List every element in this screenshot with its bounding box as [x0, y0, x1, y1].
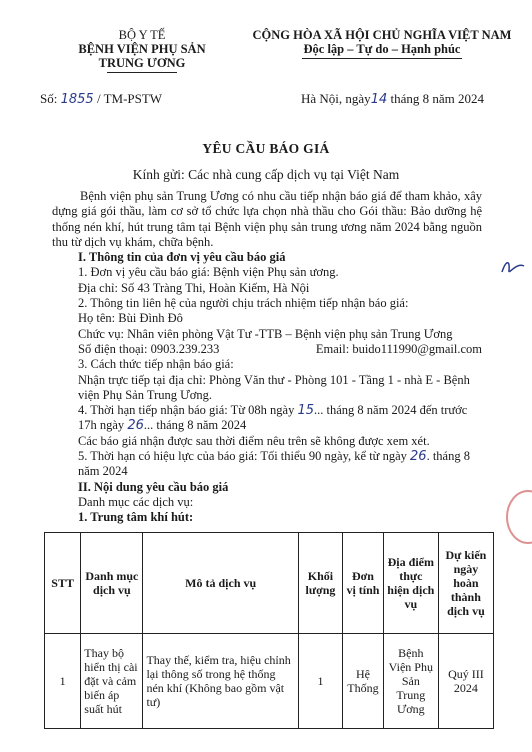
issue-date [301, 91, 484, 107]
submission-method-detail: Nhận trực tiếp tại địa chỉ: Phòng Văn thư - Phòng 101 - Tầng 1 - nhà E - Bệnh viện Phụ Sản Trung Ương. [78, 372, 470, 402]
col-header-completion: Dự kiến ngày hoàn thành dịch vụ [438, 533, 493, 634]
col-header-quantity: Khối lượng [298, 533, 342, 634]
service-table [44, 532, 494, 729]
cell-location: Bệnh Viện Phụ Sản Trung Ương [383, 634, 438, 729]
validity-handwritten-day: 26 [410, 449, 427, 465]
service-group-heading: 1. Trung tâm khí hút: [78, 510, 194, 525]
validity-text-b: tháng 8 năm 2024 [78, 449, 470, 479]
contact-email: Email: buido111990@gmail.com [315, 341, 482, 356]
col-header-location: Địa điểm thực hiện dịch vụ [383, 533, 438, 634]
cell-stt: 1 [45, 634, 81, 729]
col-header-description: Mô tả dịch vụ [143, 533, 298, 634]
national-motto: Độc lập – Tự do – Hạnh phúc [303, 42, 461, 56]
contact-phone-email-row [52, 342, 482, 357]
late-submission-note: Các báo giá nhận được sau thời điểm nêu trên sẽ không được xem xét. [78, 433, 430, 448]
intro-paragraph: Bệnh viện phụ sản Trung Ương có nhu cầu tiếp nhận báo giá để tham khảo, xây dựng giá gói thầu, làm cơ sở tổ chức lựa chọn nhà thầu cho Gói thầu: Bảo dưỡng hệ thống nén khí, hút trung tâm tại Bệnh viện phụ sản trung ương năm 2024 bằng nguồn thu từ dịch vụ khám, chữa bệnh. [52, 189, 482, 249]
hospital-name-line2: TRUNG ƯƠNG [98, 56, 186, 70]
col-header-stt: STT [45, 533, 81, 634]
table-header-row [45, 533, 494, 634]
document-title: YÊU CẦU BÁO GIÁ [202, 141, 330, 156]
hospital-name-line1: BỆNH VIỆN PHỤ SẢN [78, 42, 206, 56]
cell-unit: Hệ Thống [343, 634, 384, 729]
stamp-mark [506, 490, 532, 544]
date-prefix: Hà Nội, ngày [301, 91, 371, 106]
contact-position: Chức vụ: Nhân viên phòng Vật Tư -TTB – Bệnh viện phụ sản Trung Ương [78, 326, 453, 341]
submission-deadline: 4. Thời hạn tiếp nhận báo giá: Từ 08h ngày 15... tháng 8 năm 2024 đến trước 17h ngày 26... tháng 8 năm 2024 [78, 403, 468, 434]
header-underline-right [302, 58, 462, 59]
cell-service: Thay bộ hiển thị cài đặt và cảm biến áp suất hút [81, 634, 143, 729]
reference-handwritten-number: 1855 [60, 92, 94, 107]
submission-method-label: 3. Cách thức tiếp nhận báo giá: [78, 357, 234, 372]
national-header [242, 28, 522, 59]
reference-suffix: / TM-PSTW [96, 91, 163, 106]
validity-period: 5. Thời hạn có hiệu lực của báo giá: Tối thiểu 90 ngày, kể từ ngày 26. tháng 8 năm 2024 [78, 449, 470, 479]
header-underline-left [107, 72, 177, 73]
deadline-handwritten-day-end: 26 [127, 418, 144, 434]
cell-description: Thay thế, kiểm tra, hiệu chỉnh lại thông số trong hệ thống nén khí (Không bao gồm vật tư) [143, 634, 298, 729]
signature-mark [500, 258, 526, 278]
contact-phone: Số điện thoại: 0903.239.233 [78, 341, 220, 356]
section1-heading: I. Thông tin của đơn vị yêu cầu báo giá [78, 250, 286, 265]
date-handwritten-day: 14 [370, 92, 388, 107]
deadline-handwritten-day-start: 15 [297, 403, 315, 419]
col-header-service: Danh mục dịch vụ [81, 533, 143, 634]
nation-name: CỘNG HÒA XÃ HỘI CHỦ NGHĨA VIỆT NAM [252, 28, 512, 42]
deadline-text-b: tháng 8 năm 2024 đến trước 17h ngày [78, 403, 468, 433]
section2-heading: II. Nội dung yêu cầu báo giá [78, 479, 229, 494]
cell-completion: Quý III 2024 [438, 634, 493, 729]
recipient-line: Kính gửi: Các nhà cung cấp dịch vụ tại Việt Nam [132, 167, 400, 182]
contact-name: Họ tên: Bùi Đình Đô [78, 311, 183, 326]
issuer-header [42, 28, 242, 73]
ministry-name: BỘ Y TẾ [118, 28, 166, 42]
reference-number [40, 91, 162, 107]
deadline-text-c: tháng 8 năm 2024 [156, 418, 247, 433]
deadline-text-a: 4. Thời hạn tiếp nhận báo giá: Từ 08h ngày [78, 403, 295, 418]
validity-text-a: 5. Thời hạn có hiệu lực của báo giá: Tối thiểu 90 ngày, kể từ ngày [78, 449, 407, 464]
address: Địa chỉ: Số 43 Tràng Thi, Hoàn Kiếm, Hà Nội [78, 280, 310, 295]
table-row [45, 634, 494, 729]
cell-quantity: 1 [298, 634, 342, 729]
service-list-label: Danh mục các dịch vụ: [78, 494, 194, 509]
date-suffix: tháng 8 năm 2024 [390, 91, 484, 106]
reference-prefix: Số: [40, 91, 58, 106]
requesting-unit: 1. Đơn vị yêu cầu báo giá: Bệnh viện Phụ sản ương. [78, 265, 339, 280]
col-header-unit: Đơn vị tính [343, 533, 384, 634]
contact-info-label: 2. Thông tin liên hệ của người chịu trách nhiệm tiếp nhận báo giá: [78, 296, 409, 311]
document-body [52, 189, 482, 526]
